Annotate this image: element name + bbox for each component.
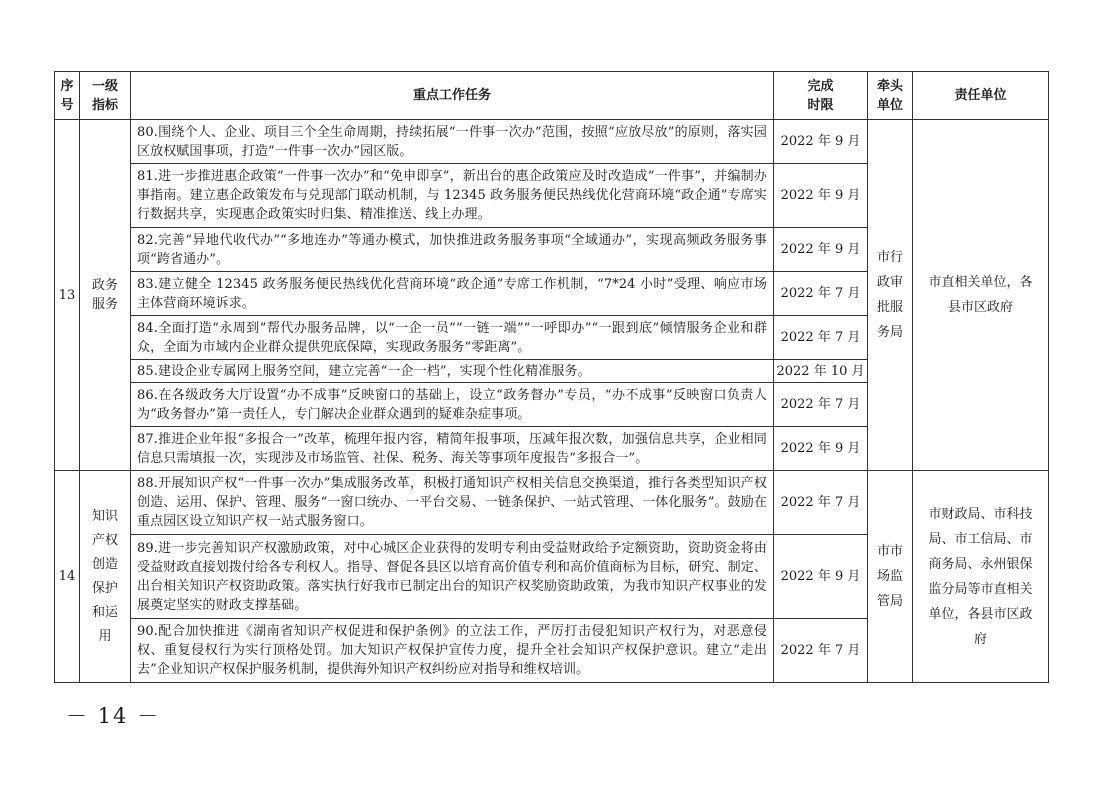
deadline-88: 2022 年 7 月 — [774, 471, 868, 535]
task-84: 84.全面打造“永周到”帮代办服务品牌，以“一企一员”“一链一端”“一呼即办”“一跟到底”倾情服务企业和群众，全面为市域内企业群众提供兜底保障，实现政务服务“零距离”。 — [131, 316, 774, 360]
task-88: 88.开展知识产权“一件事一次办”集成服务改革，积极打通知识产权相关信息交换渠道，推行各类型知识产权创造、运用、保护、管理、服务“一窗口统办、一平台交易、一链条保护、一站式管理、一体化服务”。鼓励在重点园区设立知识产权一站式服务窗口。 — [131, 471, 774, 535]
deadline-80: 2022 年 9 月 — [774, 120, 868, 164]
deadline-86: 2022 年 7 月 — [774, 383, 868, 427]
group-14-seq: 14 — [55, 471, 80, 683]
deadline-87: 2022 年 9 月 — [774, 427, 868, 471]
table-row — [55, 471, 1049, 535]
group-14-indicator: 知识产权创造保护和运用 — [80, 471, 131, 683]
group-14-responsible: 市财政局、市科技局、市工信局、市商务局、永州银保监分局等市直相关单位，各县市区政府 — [913, 471, 1049, 683]
header-lead: 牵头单位 — [868, 72, 913, 120]
page-number: － 14 － — [66, 704, 161, 728]
task-81: 81.进一步推进惠企政策“一件事一次办”和“免申即享”，新出台的惠企政策应及时改造成“一件事”，并编制办事指南。建立惠企政策发布与兑现部门联动机制，与 12345 政务服务便民热线优化营商环境“政企通”专席实行数据共享，实现惠企政策实时归集、精准推送、线上办理。 — [131, 164, 774, 228]
deadline-84: 2022 年 7 月 — [774, 316, 868, 360]
group-14-lead: 市市场监管局 — [868, 471, 913, 683]
deadline-85: 2022 年 10 月 — [774, 360, 868, 383]
task-86: 86.在各级政务大厅设置“办不成事”反映窗口的基础上，设立“政务督办”专员，“办不成事”反映窗口负责人为“政务督办”第一责任人，专门解决企业群众遇到的疑难杂症事项。 — [131, 383, 774, 427]
deadline-90: 2022 年 7 月 — [774, 619, 868, 683]
header-seq: 序号 — [55, 72, 80, 120]
task-87: 87.推进企业年报“多报合一”改革，梳理年报内容，精简年报事项，压减年报次数，加强信息共享，企业相同信息只需填报一次，实现涉及市场监管、社保、税务、海关等事项年度报告“多报合一”。 — [131, 427, 774, 471]
header-indicator: 一级指标 — [80, 72, 131, 120]
table-row — [55, 120, 1049, 164]
task-83: 83.建立健全 12345 政务服务便民热线优化营商环境“政企通”专席工作机制，“7*24 小时”受理、响应市场主体营商环境诉求。 — [131, 272, 774, 316]
deadline-81: 2022 年 9 月 — [774, 164, 868, 228]
task-82: 82.完善“异地代收代办”“多地连办”等通办模式，加快推进政务服务事项“全域通办”，实现高频政务服务事项“跨省通办”。 — [131, 228, 774, 272]
group-13-lead: 市行政审批服务局 — [868, 120, 913, 471]
header-responsible: 责任单位 — [913, 72, 1049, 120]
task-90: 90.配合加快推进《湖南省知识产权促进和保护条例》的立法工作，严厉打击侵犯知识产权行为，对恶意侵权、重复侵权行为实行顶格处罚。加大知识产权保护宣传力度，提升全社会知识产权保护意识。建立“走出去”企业知识产权保护服务机制，提供海外知识产权纠纷应对指导和维权培训。 — [131, 619, 774, 683]
task-89: 89.进一步完善知识产权激励政策，对中心城区企业获得的发明专利由受益财政给予定额资助，资助资金将由受益财政直接划拨付给各专利权人。指导、督促各县区以培育高价值专利和高价值商标为目标，研究、制定、出台相关知识产权资助政策。落实执行好我市已制定出台的知识产权奖励资助政策，为我市知识产权事业的发展奠定坚实的财政支撑基础。 — [131, 535, 774, 619]
group-13-responsible: 市直相关单位，各县市区政府 — [913, 120, 1049, 471]
task-80: 80.围绕个人、企业、项目三个全生命周期，持续拓展“一件事一次办”范围，按照“应放尽放”的原则，落实园区放权赋国事项，打造“一件事一次办”园区版。 — [131, 120, 774, 164]
deadline-82: 2022 年 9 月 — [774, 228, 868, 272]
table-header-row — [55, 72, 1049, 120]
header-deadline: 完成时限 — [774, 72, 868, 120]
group-13-seq: 13 — [55, 120, 80, 471]
group-13-indicator: 政务服务 — [80, 120, 131, 471]
task-85: 85.建设企业专属网上服务空间，建立完善“一企一档”，实现个性化精准服务。 — [131, 360, 774, 383]
deadline-89: 2022 年 9 月 — [774, 535, 868, 619]
deadline-83: 2022 年 7 月 — [774, 272, 868, 316]
header-task: 重点工作任务 — [131, 72, 774, 120]
work-task-table — [54, 71, 1049, 683]
